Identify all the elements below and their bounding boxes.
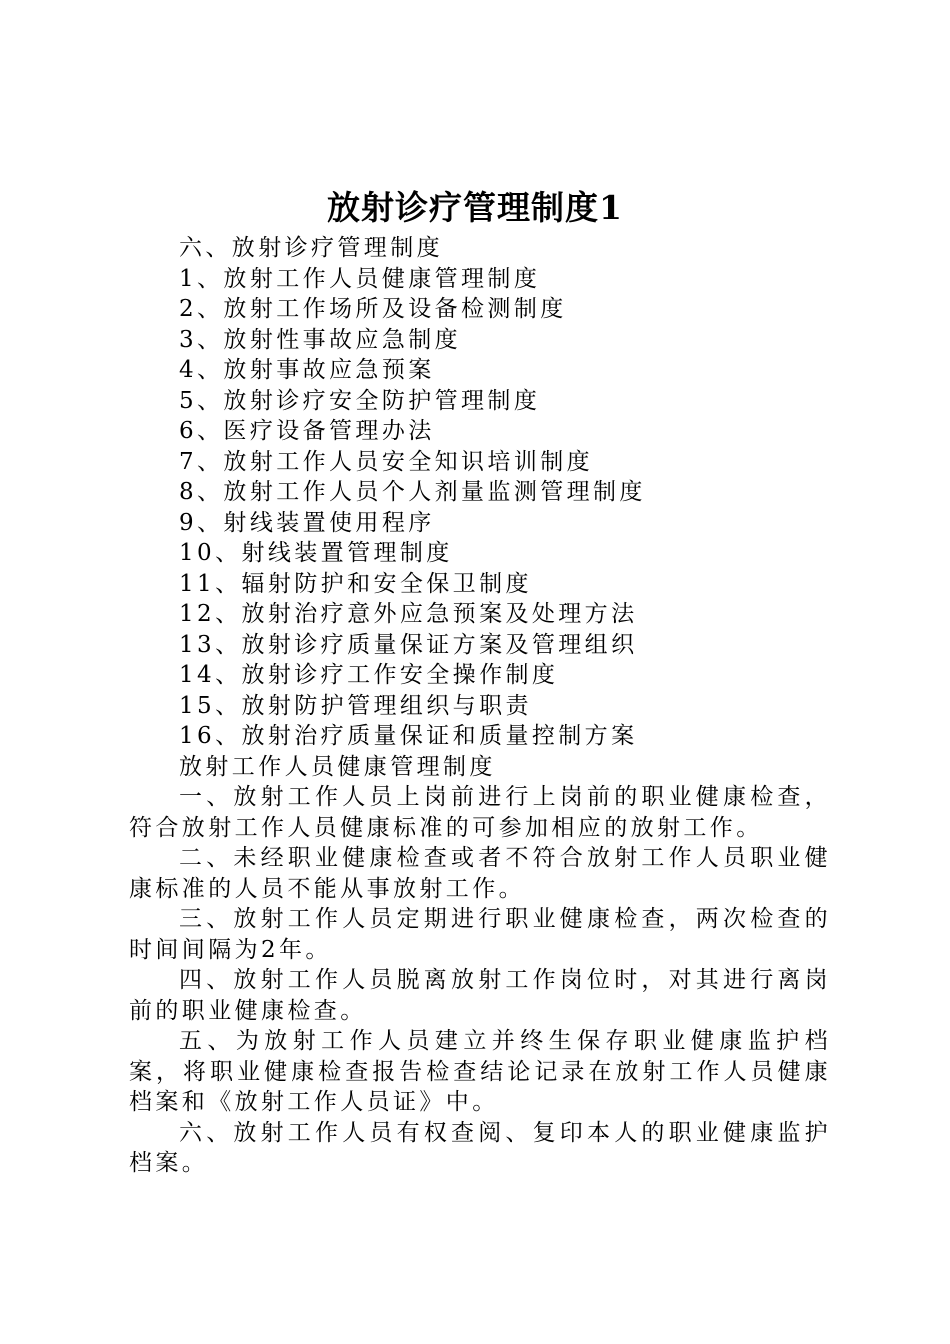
paragraph: 六、放射工作人员有权查阅、复印本人的职业健康监护档案。 [129,1119,831,1176]
list-item: 2、放射工作场所及设备检测制度 [179,296,567,322]
document-body [129,233,831,1179]
list-item: 9、射线装置使用程序 [179,509,435,536]
list-item: 6、医疗设备管理办法 [179,418,435,444]
subsection-heading: 放射工作人员健康管理制度 [179,753,496,780]
list-item: 13、放射诊疗质量保证方案及管理组织 [179,631,638,658]
list-item: 11、辐射防护和安全保卫制度 [179,570,532,597]
list-item: 7、放射工作人员安全知识培训制度 [179,448,594,475]
list-item: 14、放射诊疗工作安全操作制度 [179,662,559,688]
paragraph: 二、未经职业健康检查或者不符合放射工作人员职业健康标准的人员不能从事放射工作。 [129,845,831,902]
list-item: 5、放射诊疗安全防护管理制度 [179,387,541,414]
document-title: 放射诊疗管理制度1 [327,188,623,227]
list-item: 15、放射防护管理组织与职责 [179,692,532,719]
list-item: 1、放射工作人员健康管理制度 [179,265,541,292]
list-item: 8、放射工作人员个人剂量监测管理制度 [179,479,646,505]
paragraph: 五、为放射工作人员建立并终生保存职业健康监护档案，将职业健康检查报告检查结论记录在放射工作人员健康档案和《放射工作人员证》中。 [129,1028,831,1115]
paragraph: 四、放射工作人员脱离放射工作岗位时，对其进行离岗前的职业健康检查。 [129,967,831,1024]
paragraph: 一、放射工作人员上岗前进行上岗前的职业健康检查，符合放射工作人员健康标准的可参加相应的放射工作。 [129,784,831,841]
list-item: 4、放射事故应急预案 [179,357,435,383]
list-item: 10、射线装置管理制度 [179,540,453,566]
paragraph: 三、放射工作人员定期进行职业健康检查，两次检查的时间间隔为2年。 [129,906,831,963]
list-item: 3、放射性事故应急制度 [179,326,462,353]
list-item: 16、放射治疗质量保证和质量控制方案 [179,723,638,749]
list-item: 12、放射治疗意外应急预案及处理方法 [179,601,638,627]
section-heading: 六、放射诊疗管理制度 [179,235,443,261]
